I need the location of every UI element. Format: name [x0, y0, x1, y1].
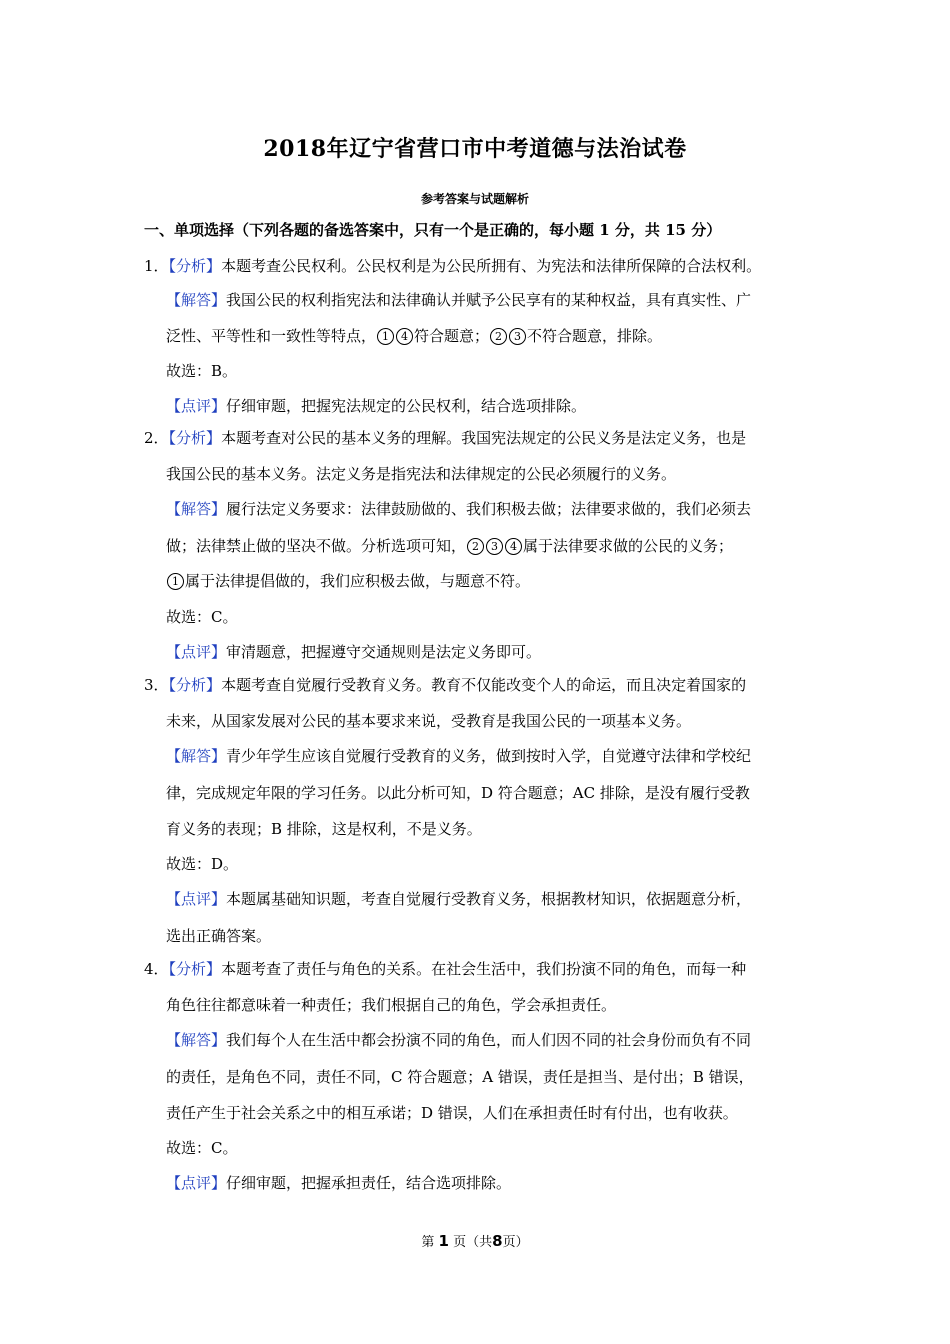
- answer-text: 泛性、平等性和一致性等特点，: [166, 327, 377, 345]
- question-2-choice: 故选：C。: [166, 608, 238, 626]
- question-2-answer-line-1: [166, 499, 751, 519]
- question-number: 4．: [144, 960, 169, 978]
- answer-tag: 【解答】: [166, 1031, 227, 1049]
- question-4-answer-line-3: 责任产生于社会关系之中的相互承诺；D 错误，人们在承担责任时有付出，也有收获。: [166, 1104, 738, 1122]
- answer-tag: 【解答】: [166, 291, 227, 309]
- document-title: 2018年辽宁省营口市中考道德与法治试卷: [263, 136, 687, 162]
- footer-text: 第: [421, 1235, 435, 1250]
- question-3-analysis-line-2: 未来，从国家发展对公民的基本要求来说，受教育是我国公民的一项基本义务。: [166, 712, 692, 730]
- question-4-analysis-line-2: 角色往往都意味着一种责任；我们根据自己的角色，学会承担责任。: [166, 996, 617, 1014]
- question-3-comment-line-1: [166, 889, 751, 909]
- question-2-analysis-line-2: 我国公民的基本义务。法定义务是指宪法和法律规定的公民必须履行的义务。: [166, 465, 677, 483]
- question-4-choice: 故选：C。: [166, 1139, 238, 1157]
- analysis-tag: 【分析】: [168, 257, 222, 275]
- circled-number: 1: [167, 573, 184, 590]
- comment-text: 仔细审题，把握承担责任，结合选项排除。: [226, 1174, 512, 1192]
- analysis-tag: 【分析】: [168, 676, 222, 694]
- circled-number: 2: [467, 538, 484, 555]
- section-heading: 一、单项选择（下列各题的备选答案中，只有一个是正确的，每小题 1 分，共 15 分）: [144, 221, 722, 239]
- question-2-answer-line-2: [166, 536, 733, 556]
- question-3-analysis-line-1: [144, 675, 746, 695]
- question-number: 1．: [144, 257, 169, 275]
- comment-text: 仔细审题，把握宪法规定的公民权利，结合选项排除。: [226, 397, 587, 415]
- question-4-comment: [166, 1173, 511, 1193]
- question-2-analysis-line-1: [144, 428, 746, 448]
- answer-text: 我们每个人在生活中都会扮演不同的角色，而人们因不同的社会身份而负有不同: [226, 1031, 752, 1049]
- question-1-comment: [166, 396, 586, 416]
- comment-tag: 【点评】: [166, 643, 227, 661]
- answer-tag: 【解答】: [166, 747, 227, 765]
- question-3-answer-line-1: [166, 746, 751, 766]
- total-page-number: 8: [492, 1232, 503, 1250]
- question-4-analysis-line-1: [144, 959, 746, 979]
- document-subtitle: 参考答案与试题解析: [420, 192, 529, 206]
- answer-text: 属于法律提倡做的，我们应积极去做，与题意不符。: [185, 572, 531, 590]
- circled-number: 2: [490, 328, 507, 345]
- current-page-number: 1: [438, 1232, 449, 1250]
- analysis-text: 本题考查了责任与角色的关系。在社会生活中，我们扮演不同的角色，而每一种: [221, 960, 747, 978]
- answer-text: 符合题意；: [414, 327, 490, 345]
- analysis-text: 本题考查公民权利。公民权利是为公民所拥有、为宪法和法律所保障的合法权利。: [221, 257, 762, 275]
- question-1-answer-line-1: [166, 290, 751, 310]
- comment-tag: 【点评】: [166, 397, 227, 415]
- circled-number: 4: [505, 538, 522, 555]
- question-4-answer-line-1: [166, 1030, 751, 1050]
- question-number: 2．: [144, 429, 169, 447]
- analysis-text: 本题考查自觉履行受教育义务。教育不仅能改变个人的命运，而且决定着国家的: [221, 676, 747, 694]
- page-footer: [0, 1231, 950, 1250]
- comment-tag: 【点评】: [166, 1174, 227, 1192]
- question-3-answer-line-3: 育义务的表现；B 排除，这是权利，不是义务。: [166, 820, 482, 838]
- analysis-tag: 【分析】: [168, 960, 222, 978]
- question-4-answer-line-2: 的责任，是角色不同，责任不同，C 符合题意；A 错误，责任是担当、是付出；B 错误，: [166, 1068, 754, 1086]
- question-3-answer-line-2: 律，完成规定年限的学习任务。以此分析可知，D 符合题意；AC 排除，是没有履行受教: [166, 784, 750, 802]
- analysis-tag: 【分析】: [168, 429, 222, 447]
- answer-text: 做；法律禁止做的坚决不做。分析选项可知，: [166, 537, 467, 555]
- question-2-comment: [166, 642, 541, 662]
- answer-text: 我国公民的权利指宪法和法律确认并赋予公民享有的某种权益，具有真实性、广: [226, 291, 752, 309]
- question-3-comment-line-2: 选出正确答案。: [166, 927, 272, 945]
- question-1-answer-line-2: [166, 326, 662, 346]
- comment-text: 审清题意，把握遵守交通规则是法定义务即可。: [226, 643, 542, 661]
- question-2-answer-line-3: [166, 571, 530, 591]
- analysis-text: 本题考查对公民的基本义务的理解。我国宪法规定的公民义务是法定义务，也是: [221, 429, 747, 447]
- question-number: 3．: [144, 676, 169, 694]
- question-3-choice: 故选：D。: [166, 855, 239, 873]
- answer-text: 青少年学生应该自觉履行受教育的义务，做到按时入学，自觉遵守法律和学校纪: [226, 747, 752, 765]
- circled-number: 3: [486, 538, 503, 555]
- answer-text: 属于法律要求做的公民的义务；: [523, 537, 734, 555]
- circled-number: 4: [396, 328, 413, 345]
- comment-tag: 【点评】: [166, 890, 227, 908]
- answer-tag: 【解答】: [166, 500, 227, 518]
- question-1-choice: 故选：B。: [166, 362, 238, 380]
- answer-text: 履行法定义务要求：法律鼓励做的、我们积极去做；法律要求做的，我们必须去: [226, 500, 752, 518]
- footer-text: 页）: [502, 1235, 529, 1250]
- question-1-analysis: [144, 256, 761, 276]
- answer-text: 不符合题意，排除。: [527, 327, 663, 345]
- circled-number: 1: [377, 328, 394, 345]
- circled-number: 3: [509, 328, 526, 345]
- comment-text: 本题属基础知识题，考查自觉履行受教育义务，根据教材知识，依据题意分析，: [226, 890, 752, 908]
- footer-text: 页（共: [453, 1235, 493, 1250]
